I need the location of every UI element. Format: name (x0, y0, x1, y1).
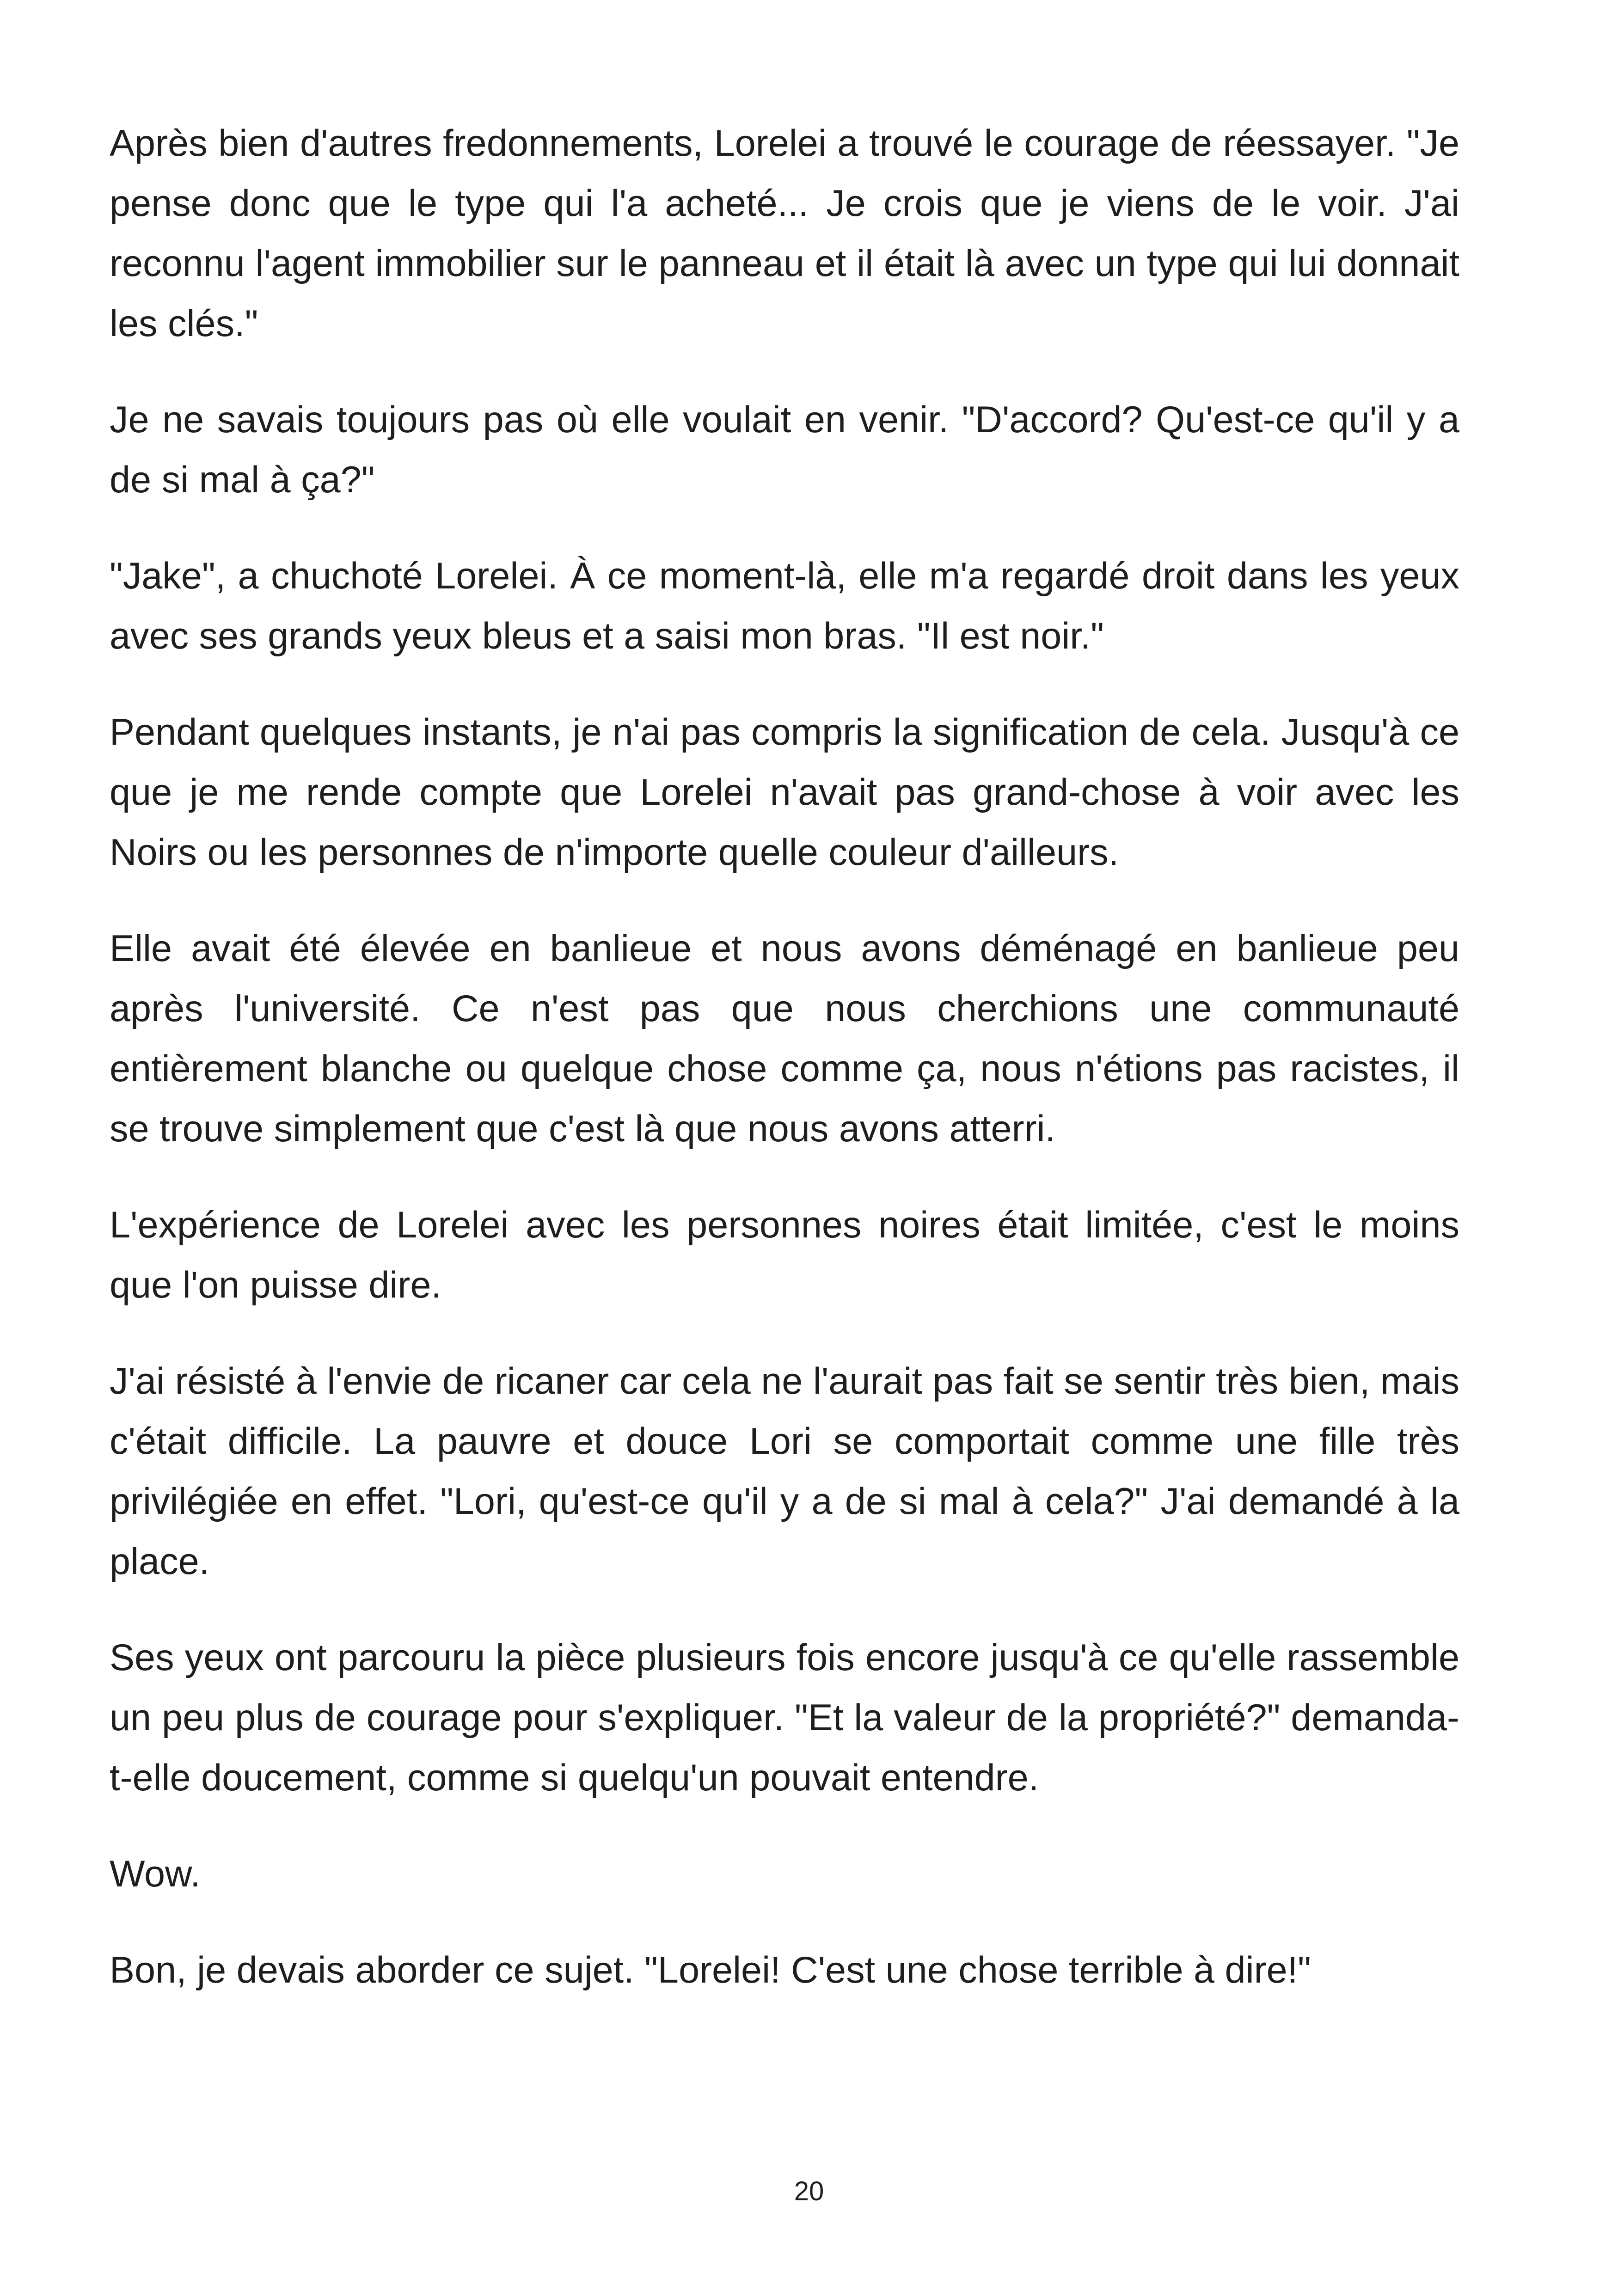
paragraph-7: J'ai résisté à l'envie de ricaner car cela ne l'aurait pas fait se sentir très bien, mais c'était difficile. La pauvre et douce Lori se comportait comme une fille très privilégiée en effet. "Lori, qu'est-ce qu'il y a de si mal à cela?" J'ai demandé à la place. (110, 1360, 1459, 1582)
paragraph-4: Pendant quelques instants, je n'ai pas compris la signification de cela. Jusqu'à ce que je me rende compte que Lorelei n'avait pas grand-chose à voir avec les Noirs ou les personnes de n'importe quelle couleur d'ailleurs. (110, 711, 1459, 873)
paragraph-2: Je ne savais toujours pas où elle voulait en venir. "D'accord? Qu'est-ce qu'il y a de si mal à ça?" (110, 399, 1459, 501)
paragraph-3: "Jake", a chuchoté Lorelei. À ce moment-là, elle m'a regardé droit dans les yeux avec ses grands yeux bleus et a saisi mon bras. "Il est noir." (110, 555, 1459, 657)
paragraph-1: Après bien d'autres fredonnements, Lorelei a trouvé le courage de réessayer. "Je pense donc que le type qui l'a acheté... Je crois que je viens de le voir. J'ai reconnu l'agent immobilier sur le panneau et il était là avec un type qui lui donnait les clés." (110, 122, 1459, 344)
paragraph-10: Bon, je devais aborder ce sujet. "Lorelei! C'est une chose terrible à dire!" (110, 1949, 1311, 1991)
paragraph-8: Ses yeux ont parcouru la pièce plusieurs fois encore jusqu'à ce qu'elle rassemble un peu plus de courage pour s'expliquer. "Et la valeur de la propriété?" demanda-t-elle doucement, comme si quelqu'un pouvait entendre. (110, 1637, 1459, 1799)
body-text (110, 113, 1459, 2036)
paragraph-6: L'expérience de Lorelei avec les personnes noires était limitée, c'est le moins que l'on puisse dire. (110, 1204, 1459, 1306)
paragraph-5: Elle avait été élevée en banlieue et nous avons déménagé en banlieue peu après l'université. Ce n'est pas que nous cherchions une communauté entièrement blanche ou quelque chose comme ça, nous n'étions pas racistes, il se trouve simplement que c'est là que nous avons atterri. (110, 928, 1459, 1150)
page-number: 20 (794, 2176, 824, 2206)
paragraph-9: Wow. (110, 1853, 201, 1895)
